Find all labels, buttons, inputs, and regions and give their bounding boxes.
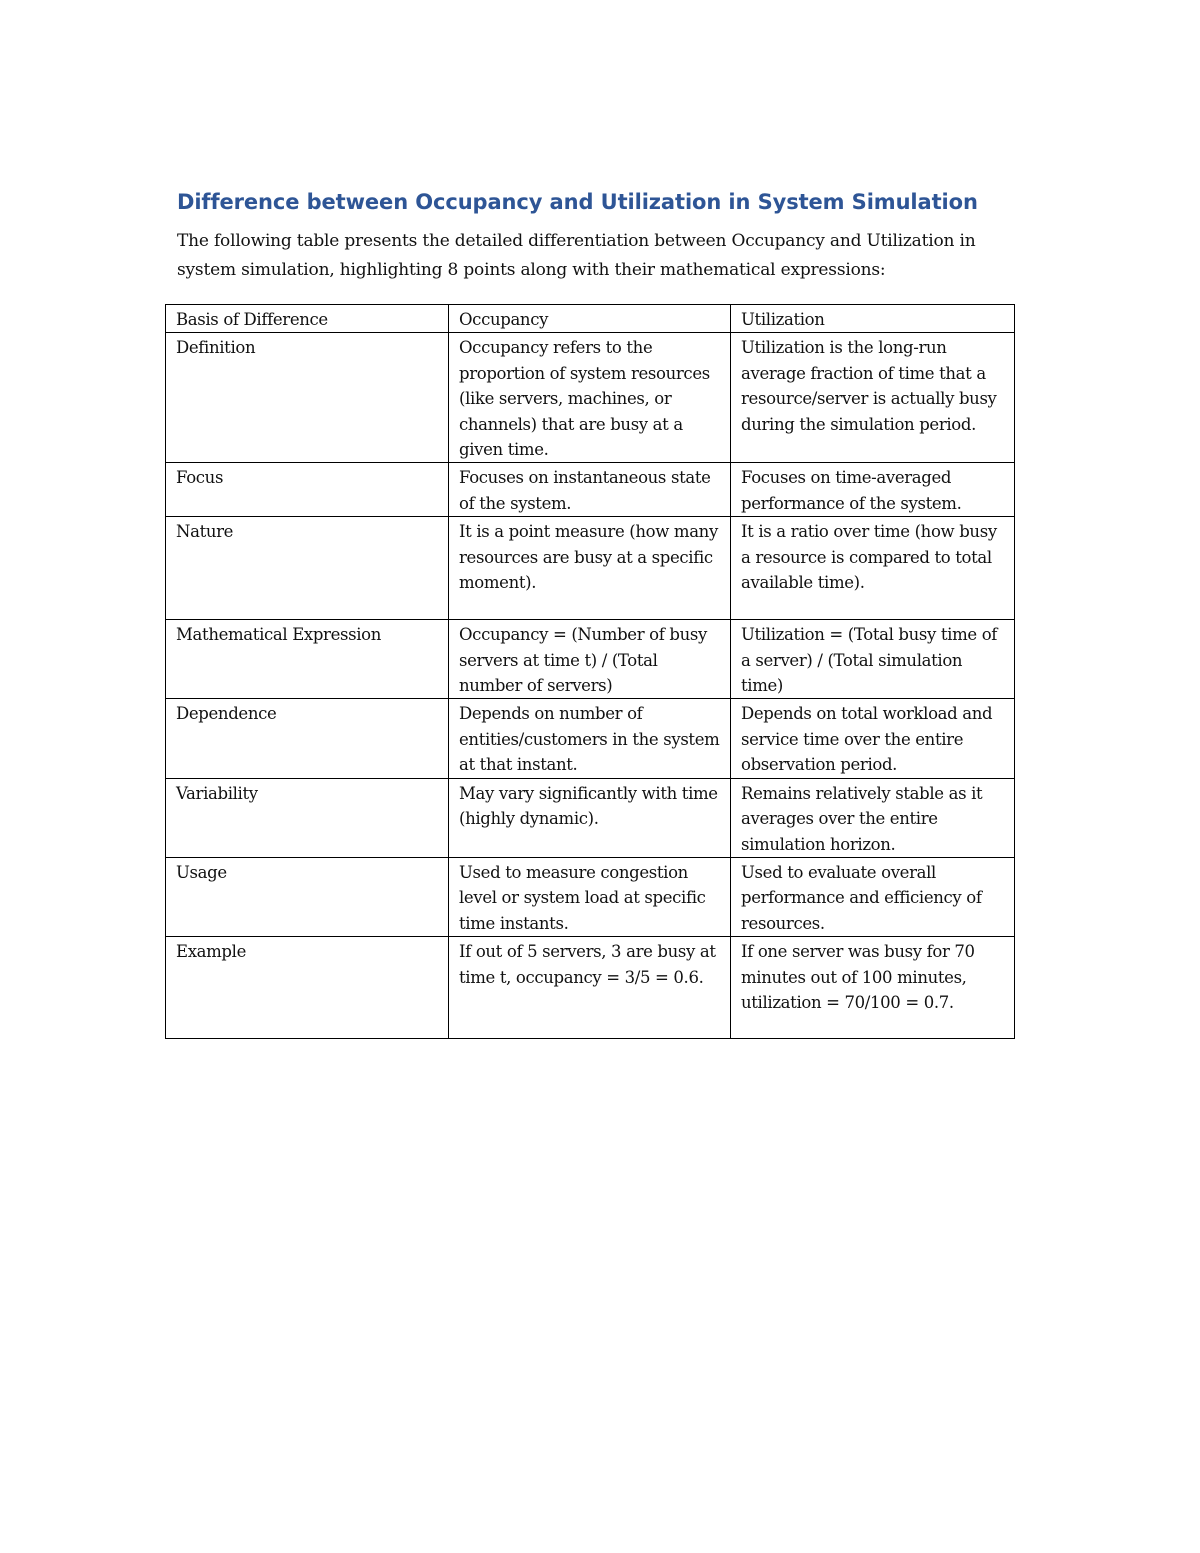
table-row (166, 778, 1015, 857)
intro-paragraph: The following table presents the detailed differentiation between Occupancy and Utilization in system simulation, highlighting 8 points along with their mathematical expressions: (177, 231, 976, 280)
cell-utilization: If one server was busy for 70 minutes out of 100 minutes, utilization = 70/100 = 0.7. (731, 937, 1015, 1039)
cell-occupancy: Depends on number of entities/customers in the system at that instant. (449, 699, 731, 778)
cell-basis: Dependence (166, 699, 449, 778)
cell-basis: Example (166, 937, 449, 1039)
header-utilization: Utilization (731, 305, 1015, 333)
cell-basis: Definition (166, 333, 449, 463)
cell-basis: Variability (166, 778, 449, 857)
cell-occupancy: Occupancy = (Number of busy servers at time t) / (Total number of servers) (449, 620, 731, 699)
table-row (166, 937, 1015, 1039)
table-row (166, 620, 1015, 699)
cell-basis: Focus (166, 463, 449, 517)
document-title: Difference between Occupancy and Utilization in System Simulation (177, 190, 978, 214)
cell-occupancy: If out of 5 servers, 3 are busy at time t, occupancy = 3/5 = 0.6. (449, 937, 731, 1039)
header-basis: Basis of Difference (166, 305, 449, 333)
cell-basis: Usage (166, 857, 449, 936)
table-row (166, 517, 1015, 620)
cell-utilization: Utilization is the long-run average fraction of time that a resource/server is actually busy during the simulation period. (731, 333, 1015, 463)
cell-utilization: Depends on total workload and service time over the entire observation period. (731, 699, 1015, 778)
cell-utilization: Used to evaluate overall performance and efficiency of resources. (731, 857, 1015, 936)
table-row (166, 463, 1015, 517)
table-header-row (166, 305, 1015, 333)
cell-occupancy: Used to measure congestion level or system load at specific time instants. (449, 857, 731, 936)
table-row (166, 333, 1015, 463)
table-row (166, 699, 1015, 778)
cell-occupancy: Focuses on instantaneous state of the system. (449, 463, 731, 517)
comparison-table-container (165, 304, 1014, 1039)
cell-utilization: Focuses on time-averaged performance of the system. (731, 463, 1015, 517)
cell-utilization: Remains relatively stable as it averages over the entire simulation horizon. (731, 778, 1015, 857)
cell-basis: Mathematical Expression (166, 620, 449, 699)
cell-occupancy: May vary significantly with time (highly dynamic). (449, 778, 731, 857)
cell-basis: Nature (166, 517, 449, 620)
cell-utilization: It is a ratio over time (how busy a resource is compared to total available time). (731, 517, 1015, 620)
cell-occupancy: It is a point measure (how many resources are busy at a specific moment). (449, 517, 731, 620)
header-occupancy: Occupancy (449, 305, 731, 333)
comparison-table (165, 304, 1015, 1039)
table-row (166, 857, 1015, 936)
cell-occupancy: Occupancy refers to the proportion of system resources (like servers, machines, or channels) that are busy at a given time. (449, 333, 731, 463)
cell-utilization: Utilization = (Total busy time of a server) / (Total simulation time) (731, 620, 1015, 699)
